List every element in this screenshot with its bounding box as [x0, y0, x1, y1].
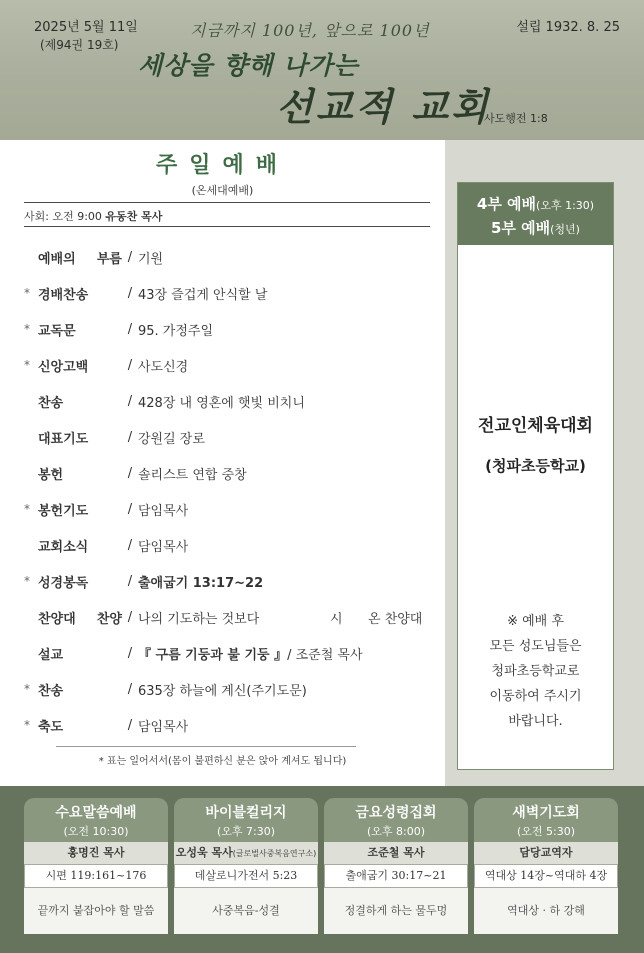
- order-item-value: 『 구름 기둥과 불 기둥 』: [138, 647, 288, 663]
- order-item-name: 봉헌기도: [38, 503, 89, 519]
- order-row: [24, 498, 188, 520]
- order-row: [24, 570, 263, 592]
- order-item-name: 봉헌: [38, 467, 64, 483]
- order-item-value: 담임목사: [138, 539, 189, 555]
- order-item-value: 솔리스트 연합 중창: [138, 467, 247, 483]
- standing-mark: *: [24, 718, 30, 732]
- order-item-name: 성경봉독: [38, 575, 89, 591]
- notice-line: ※ 예배 후: [507, 614, 564, 629]
- service-scripture: 시편 119:161~176: [24, 864, 168, 888]
- order-row: [24, 678, 307, 700]
- notice-line: 모든 성도님들은: [489, 639, 582, 654]
- service-sermon: 정결하게 하는 물두멍: [324, 888, 468, 934]
- order-item-value: 강원길 장로: [138, 431, 205, 447]
- event-notice: [458, 609, 613, 734]
- event-title: 전교인체육대회: [478, 416, 593, 436]
- separator: /: [127, 681, 133, 697]
- slogan-line1: 세상을 향해 나가는: [138, 51, 359, 80]
- order-item-value: 사도신경: [138, 359, 189, 375]
- service-preacher: [174, 842, 318, 864]
- event-panel: [445, 140, 644, 786]
- church-motto: 지금까지 100년, 앞으로 100년: [190, 21, 430, 40]
- bulletin-issue: (제94권 19호): [40, 38, 119, 52]
- separator: /: [127, 285, 133, 301]
- event-place: (청파초등학교): [485, 457, 586, 475]
- separator: /: [127, 429, 133, 445]
- order-row: [24, 246, 163, 268]
- separator: /: [127, 645, 133, 661]
- separator: /: [127, 321, 133, 337]
- order-row: [24, 282, 267, 304]
- order-row: [24, 462, 247, 484]
- preacher-name: 오성욱 목사: [175, 846, 233, 859]
- service-title: 금요성령집회: [355, 805, 437, 821]
- separator: /: [127, 717, 133, 733]
- service-card: [174, 798, 318, 934]
- bulletin-date: 2025년 5월 11일: [34, 20, 138, 35]
- service-scripture: 데살로니가전서 5:23: [174, 864, 318, 888]
- separator: /: [127, 573, 133, 589]
- order-item-suffix: / 조준철 목사: [287, 647, 363, 663]
- order-item-name: 축도: [38, 719, 64, 735]
- standing-mark: *: [24, 502, 30, 516]
- service-title: 바이블컬리지: [205, 805, 287, 821]
- separator: /: [127, 501, 133, 517]
- notice-line: 이동하여 주시기: [489, 689, 582, 704]
- service-group: (청년): [550, 223, 580, 236]
- worship-subtitle: (온세대예배): [191, 184, 254, 197]
- separator: /: [127, 249, 133, 265]
- slogan-line2: 선교적 교회: [276, 85, 491, 129]
- order-item-name: 찬송: [38, 683, 64, 699]
- order-item-value: 635장 하늘에 계신(주기도문): [138, 683, 307, 699]
- order-item-name: 찬양대 찬양: [38, 611, 122, 627]
- divider: [24, 202, 430, 203]
- standing-mark: *: [24, 322, 30, 336]
- service-header: [458, 183, 613, 245]
- order-item-value: 95. 가정주일: [138, 323, 214, 339]
- divider: [24, 226, 430, 227]
- card-header: [24, 798, 168, 842]
- worship-title: 주일예배: [155, 153, 289, 178]
- worship-leader: [24, 208, 162, 224]
- service-preacher: [324, 842, 468, 864]
- order-item-name: 예배의 부름: [38, 251, 122, 267]
- preacher-note: (글로벌사중복음연구소): [232, 849, 317, 858]
- service-scripture: 출애굽기 30:17~21: [324, 864, 468, 888]
- service-time: (오후 7:30): [216, 825, 276, 838]
- order-row: [24, 390, 305, 412]
- separator: /: [127, 357, 133, 373]
- order-row: [24, 426, 205, 448]
- order-item-value: 43장 즐겁게 안식할 날: [138, 287, 268, 303]
- notice-line: 청파초등학교로: [491, 664, 580, 679]
- order-row: [24, 714, 188, 736]
- standing-mark: *: [24, 286, 30, 300]
- order-item-name: 교독문: [38, 323, 76, 339]
- divider: [56, 746, 356, 747]
- preacher-name: 조준철 목사: [367, 846, 425, 859]
- service-card: [324, 798, 468, 934]
- service-sermon: 역대상 · 하 강해: [474, 888, 618, 934]
- card-header: [474, 798, 618, 842]
- order-row: [24, 318, 213, 340]
- slogan-verse: 사도행전 1:8: [484, 112, 548, 125]
- leader-time: 사회: 오전 9:00: [24, 210, 102, 223]
- service-preacher: [24, 842, 168, 864]
- preacher-name: 담당교역자: [519, 846, 573, 859]
- order-item-value: 나의 기도하는 것보다: [138, 611, 260, 627]
- service-title: 새벽기도회: [512, 805, 580, 821]
- separator: /: [127, 609, 133, 625]
- order-item-name: 대표기도: [38, 431, 89, 447]
- order-item-value: 기원: [138, 251, 164, 267]
- service-line1: 4부 예배: [476, 195, 537, 213]
- order-row: [24, 354, 188, 376]
- event-box: [457, 182, 614, 770]
- separator: /: [127, 393, 133, 409]
- order-row: [24, 606, 423, 628]
- separator: /: [127, 537, 133, 553]
- service-time: (오전 5:30): [516, 825, 576, 838]
- church-founded: 설립 1932. 8. 25: [516, 20, 620, 35]
- order-item-value: 출애굽기 13:17~22: [138, 575, 264, 591]
- service-card: [474, 798, 618, 934]
- order-item-value: 담임목사: [138, 503, 189, 519]
- card-header: [324, 798, 468, 842]
- service-time: (오후 1:30): [536, 199, 595, 212]
- order-item-name: 교회소식: [38, 539, 89, 555]
- order-item-name: 찬송: [38, 395, 64, 411]
- service-preacher: [474, 842, 618, 864]
- order-item-name: 설교: [38, 647, 64, 663]
- choir-part: 시: [330, 611, 343, 627]
- order-row: [24, 642, 363, 664]
- service-line2: 5부 예배: [491, 219, 551, 237]
- standing-mark: *: [24, 358, 30, 372]
- preacher-name: 홍명진 목사: [67, 846, 125, 859]
- order-item-name: 신앙고백: [38, 359, 89, 375]
- separator: /: [127, 465, 133, 481]
- choir-name: 온 찬양대: [368, 611, 423, 627]
- order-row: [24, 534, 188, 556]
- weekday-services: [0, 786, 644, 953]
- service-time: (오전 10:30): [63, 825, 129, 838]
- card-header: [174, 798, 318, 842]
- order-item-name: 경배찬송: [38, 287, 89, 303]
- service-title: 수요말씀예배: [55, 805, 137, 821]
- service-scripture: 역대상 14장~역대하 4장: [474, 864, 618, 888]
- standing-mark: *: [24, 574, 30, 588]
- leader-name: 유동찬 목사: [105, 210, 163, 223]
- service-sermon: 끝까지 붙잡아야 할 말씀: [24, 888, 168, 934]
- worship-order-section: [0, 140, 445, 786]
- service-sermon: 사중복음-성결: [174, 888, 318, 934]
- order-item-value: 428장 내 영혼에 햇빛 비치니: [138, 395, 305, 411]
- bulletin-header: [0, 0, 644, 140]
- notice-line: 바랍니다.: [508, 714, 563, 729]
- order-item-value: 담임목사: [138, 719, 189, 735]
- service-card: [24, 798, 168, 934]
- standing-footnote: * 표는 일어서서(몸이 불편하신 분은 앉아 계셔도 됩니다): [98, 756, 347, 767]
- service-time: (오후 8:00): [366, 825, 426, 838]
- standing-mark: *: [24, 682, 30, 696]
